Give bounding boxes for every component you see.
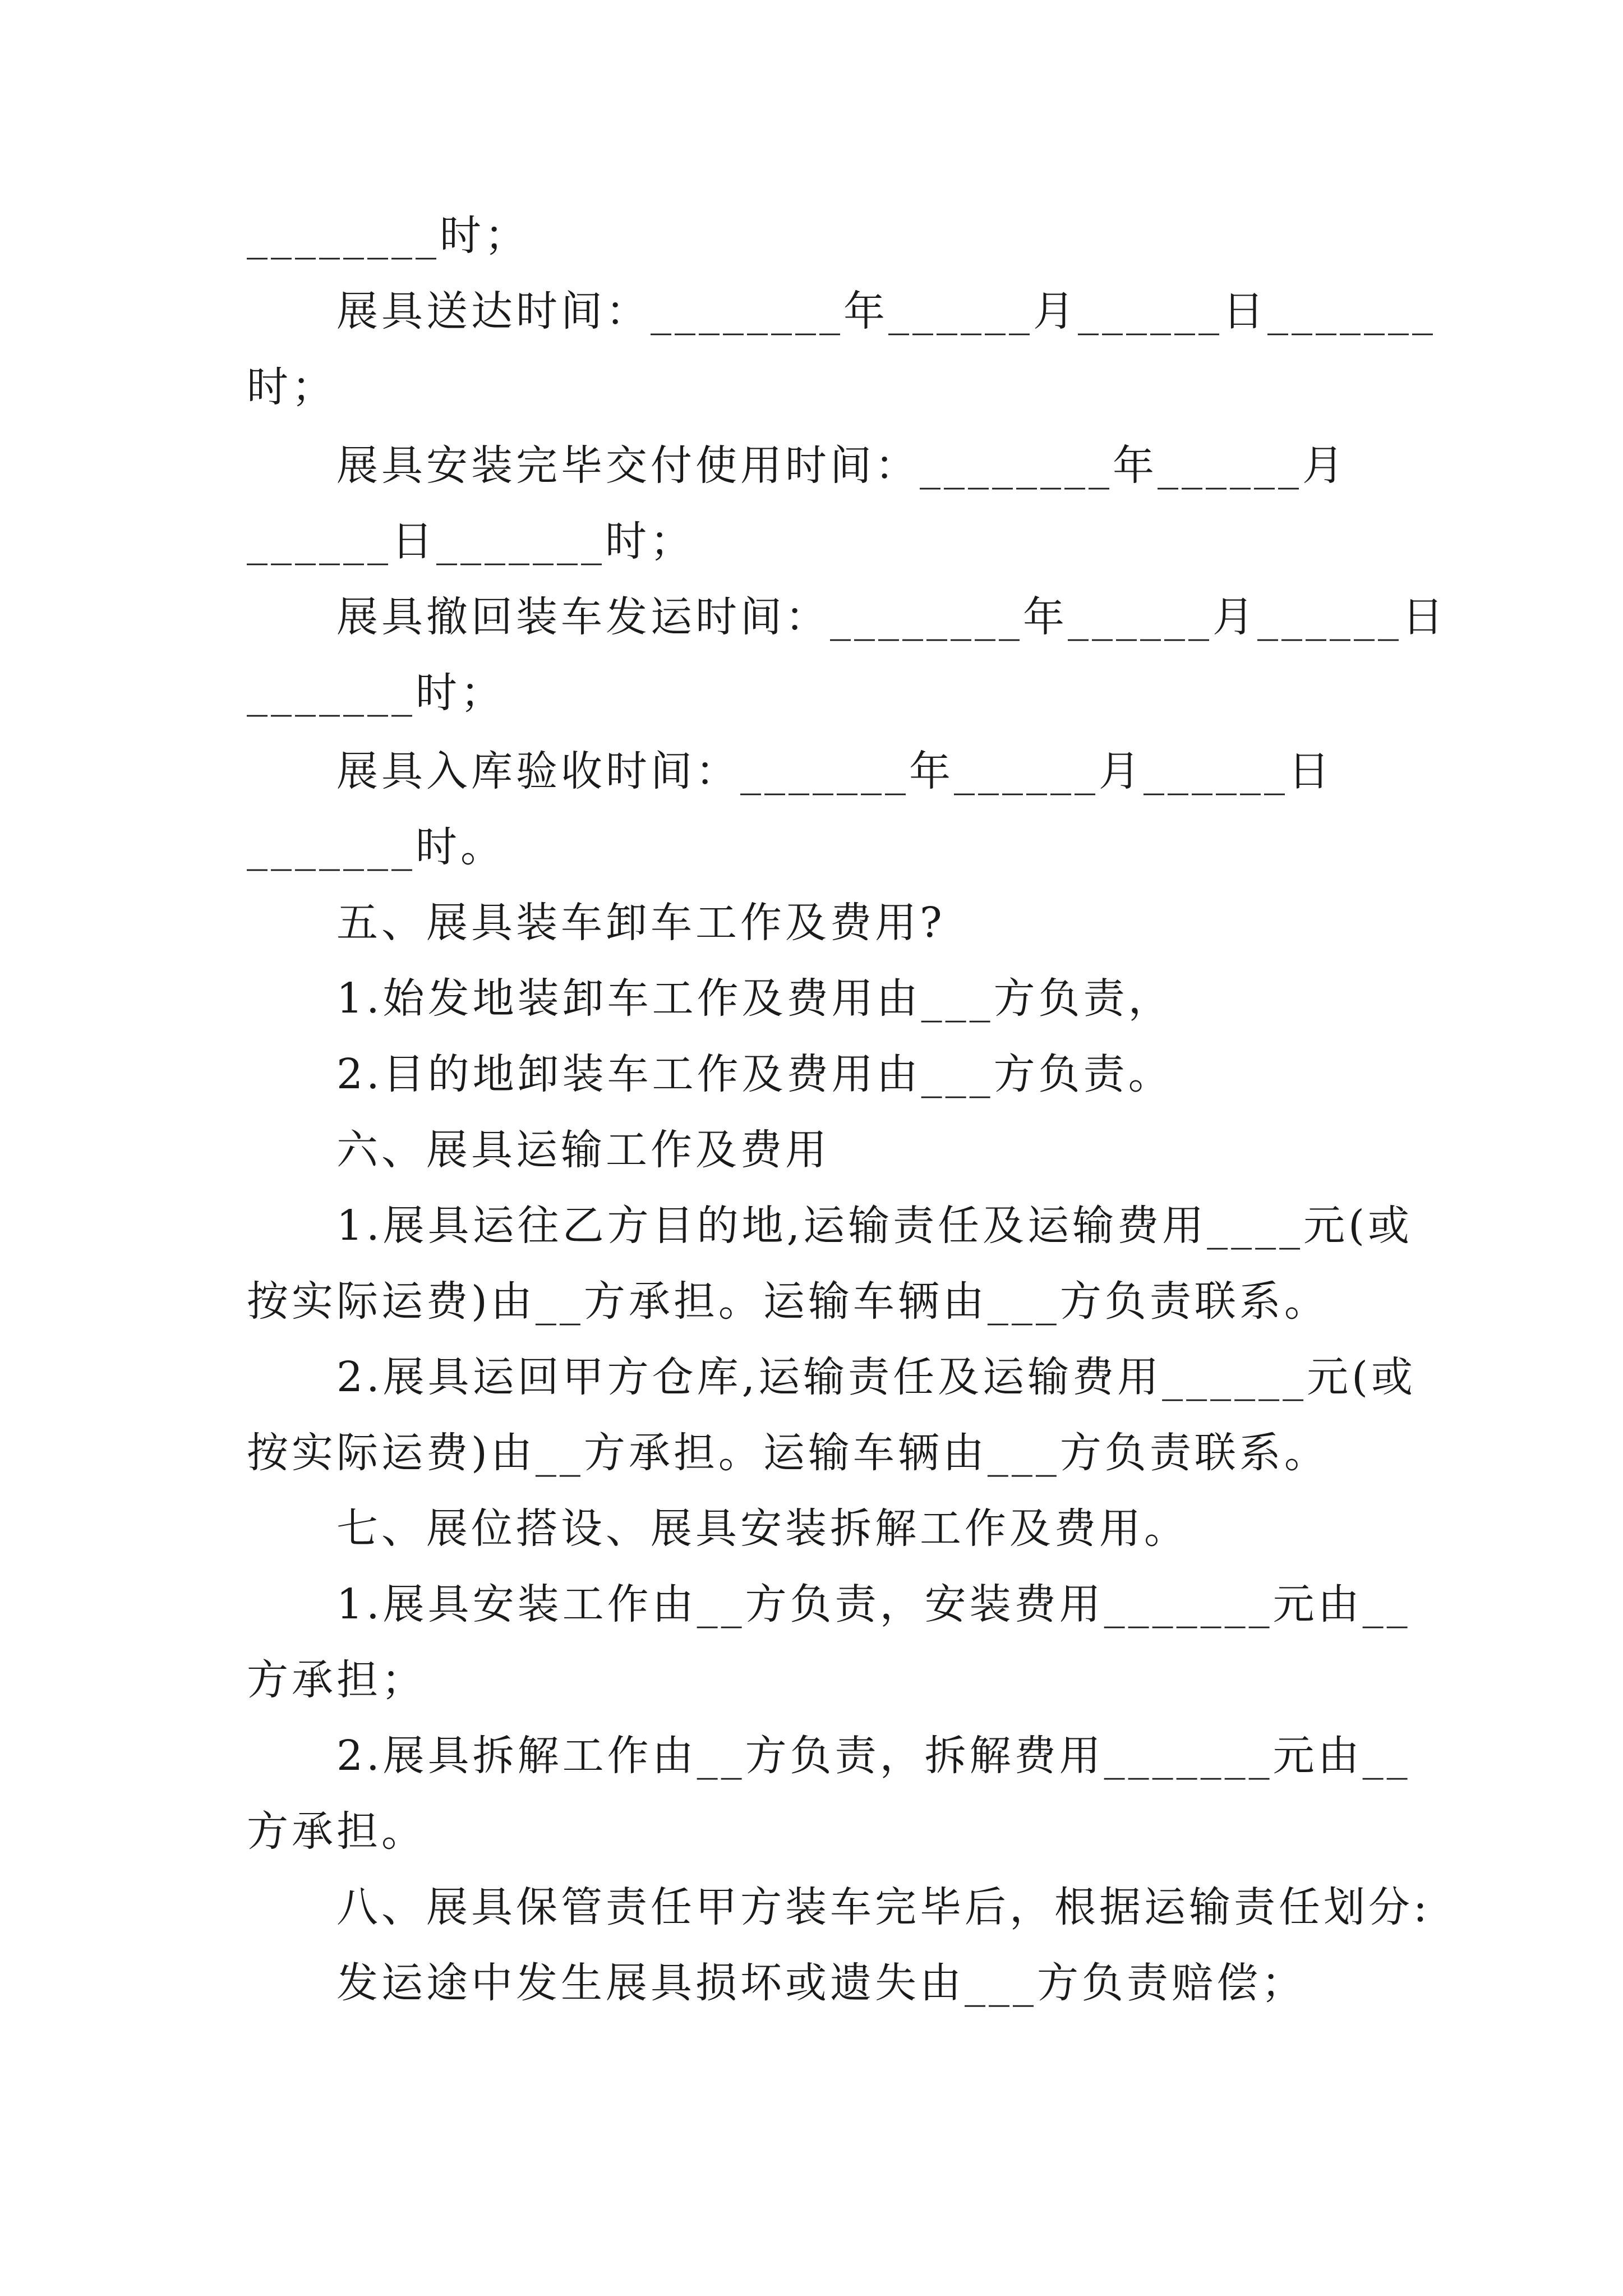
section-heading: 七、展位搭设、展具安装拆解工作及费用。: [336, 1504, 1189, 1553]
text-line: 时；: [247, 363, 336, 411]
text-line: 发运途中发生展具损坏或遗失由___方负责赔偿；: [336, 1959, 1306, 2007]
text-line: 展具入库验收时间：_______年______月______日: [336, 747, 1333, 795]
text-line: 2.目的地卸装车工作及费用由___方负责。: [336, 1050, 1173, 1098]
text-line: 2.展具拆解工作由__方负责，拆解费用_______元由__: [336, 1732, 1411, 1780]
text-line: 2.展具运回甲方仓库,运输责任及运输费用______元(或: [336, 1353, 1416, 1401]
text-line: 展具撤回装车发运时间：________年______月______日: [336, 593, 1447, 641]
section-heading: 五、展具装车卸车工作及费用?: [336, 899, 946, 947]
text-line: 1.展具运往乙方目的地,运输责任及运输费用____元(或: [336, 1202, 1413, 1250]
text-line: ______日_______时；: [247, 517, 695, 565]
section-heading: 六、展具运输工作及费用: [336, 1126, 830, 1174]
text-line: 展具安装完毕交付使用时间：________年______月: [336, 441, 1347, 490]
text-line: 按实际运费)由__方承担。运输车辆由___方负责联系。: [247, 1429, 1329, 1477]
section-heading: 八、展具保管责任甲方装车完毕后，根据运输责任划分:: [336, 1883, 1431, 1931]
text-line: ________时；: [247, 211, 529, 260]
text-line: 1.始发地装卸车工作及费用由___方负责，: [336, 974, 1173, 1023]
text-line: _______时。: [247, 823, 505, 871]
text-line: 按实际运费)由__方承担。运输车辆由___方负责联系。: [247, 1277, 1329, 1326]
text-line: _______时；: [247, 669, 505, 717]
text-line: 方承担。: [247, 1807, 426, 1856]
text-line: 方承担；: [247, 1656, 426, 1704]
text-line: 展具送达时间：________年______月______日_______: [336, 287, 1436, 335]
text-line: 1.展具安装工作由__方负责，安装费用_______元由__: [336, 1580, 1411, 1628]
